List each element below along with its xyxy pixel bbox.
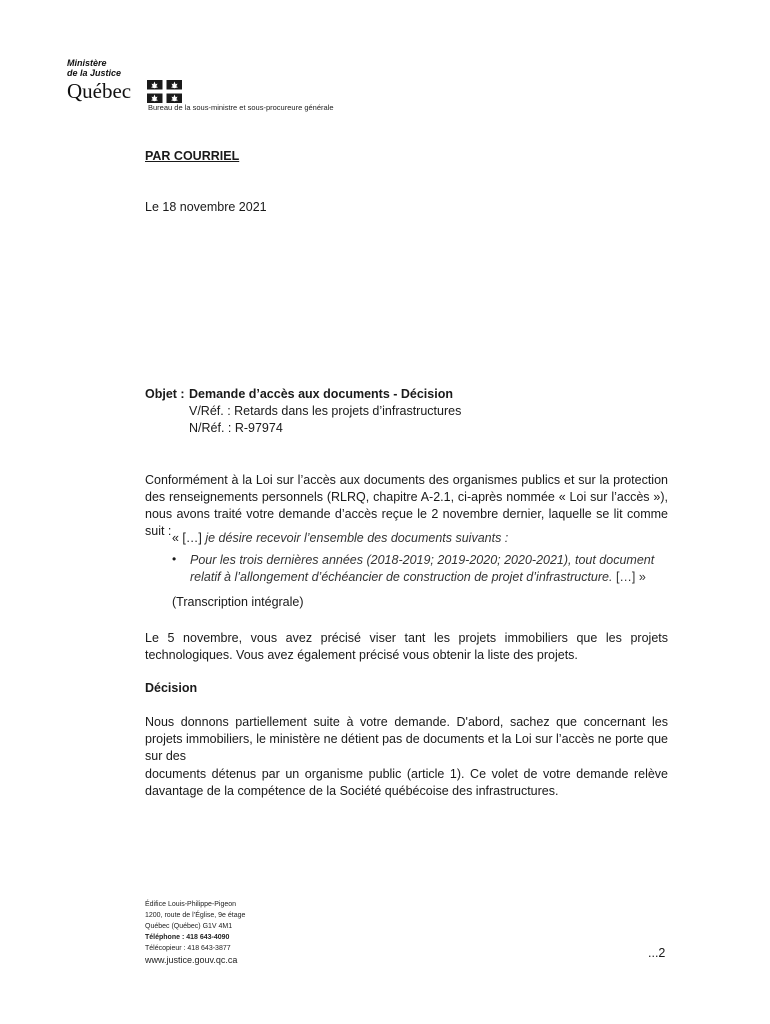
quote-open-mark: « […] <box>172 531 206 545</box>
paragraph-decision-1: Nous donnons partiellement suite à votre demande. D'abord, sachez que concernant les projets immobiliers, le ministère ne détient pas de documents et la Loi sur l’accès ne porte que sur des <box>145 715 668 763</box>
quote-close-mark: […] » <box>612 570 646 584</box>
quebec-logo <box>67 58 132 103</box>
footer-address: 1200, route de l’Église, 9e étage <box>145 912 246 919</box>
quebec-label: Québec <box>67 79 132 103</box>
paragraph-precision: Le 5 novembre, vous avez précisé viser tant les projets immobiliers que les projets technologiques. Vous avez également précisé vous obtenir la liste des projets. <box>145 631 668 662</box>
letter-date: Le 18 novembre 2021 <box>145 200 267 214</box>
address-footer <box>145 899 245 966</box>
paragraph-decision-2: documents détenus par un organisme public (article 1). Ce volet de votre demande relève davantage de la compétence de la Société québécoise des infrastructures. <box>145 767 668 798</box>
paragraph-intro: Conformément à la Loi sur l’accès aux documents des organismes publics et sur la protection des renseignements personnels (RLRQ, chapitre A-2.1, ci-après nommée « Loi sur l’accès »), nous avons traité votre demande d’accès reçue le 2 novembre dernier, laquelle se lit comme suit : <box>145 473 668 538</box>
our-reference: N/Réf. : R-97974 <box>189 421 283 435</box>
footer-phone: Téléphone : 418 643-4090 <box>145 934 230 941</box>
subject-title: Demande d’accès aux documents - Décision <box>189 387 453 401</box>
quote-intro <box>172 530 508 547</box>
footer-website: www.justice.gouv.qc.ca <box>145 955 238 965</box>
ministry-name-line2: de la Justice <box>67 68 122 78</box>
quote-bullet <box>190 552 660 586</box>
decision-heading: Décision <box>145 681 198 695</box>
ministry-name-line1: Ministère <box>67 58 107 68</box>
footer-building: Édifice Louis-Philippe-Pigeon <box>145 901 237 908</box>
transcription-note: (Transcription intégrale) <box>172 595 304 609</box>
delivery-method-heading: PAR COURRIEL <box>145 149 240 163</box>
footer-fax: Télécopieur : 418 643-3877 <box>145 945 231 952</box>
page-continuation-marker: ...2 <box>648 946 666 960</box>
your-reference: V/Réf. : Retards dans les projets d’infrastructures <box>189 404 462 418</box>
fleurdelise-flag-icon <box>147 80 182 103</box>
subject-label: Objet : <box>145 387 185 401</box>
quote-bullet-text: Pour les trois dernières années (2018-2019; 2019-2020; 2020-2021), tout document relatif à l’allongement d’échéancier de construction de projet d’infrastructure. <box>190 553 655 584</box>
quote-intro-text: je désire recevoir l’ensemble des documents suivants : <box>205 531 509 545</box>
bureau-name: Bureau de la sous-ministre et sous-procureure générale <box>148 103 334 112</box>
quebec-wordmark <box>67 80 197 104</box>
bullet-icon: • <box>172 552 177 566</box>
footer-city: Québec (Québec) G1V 4M1 <box>145 923 233 930</box>
